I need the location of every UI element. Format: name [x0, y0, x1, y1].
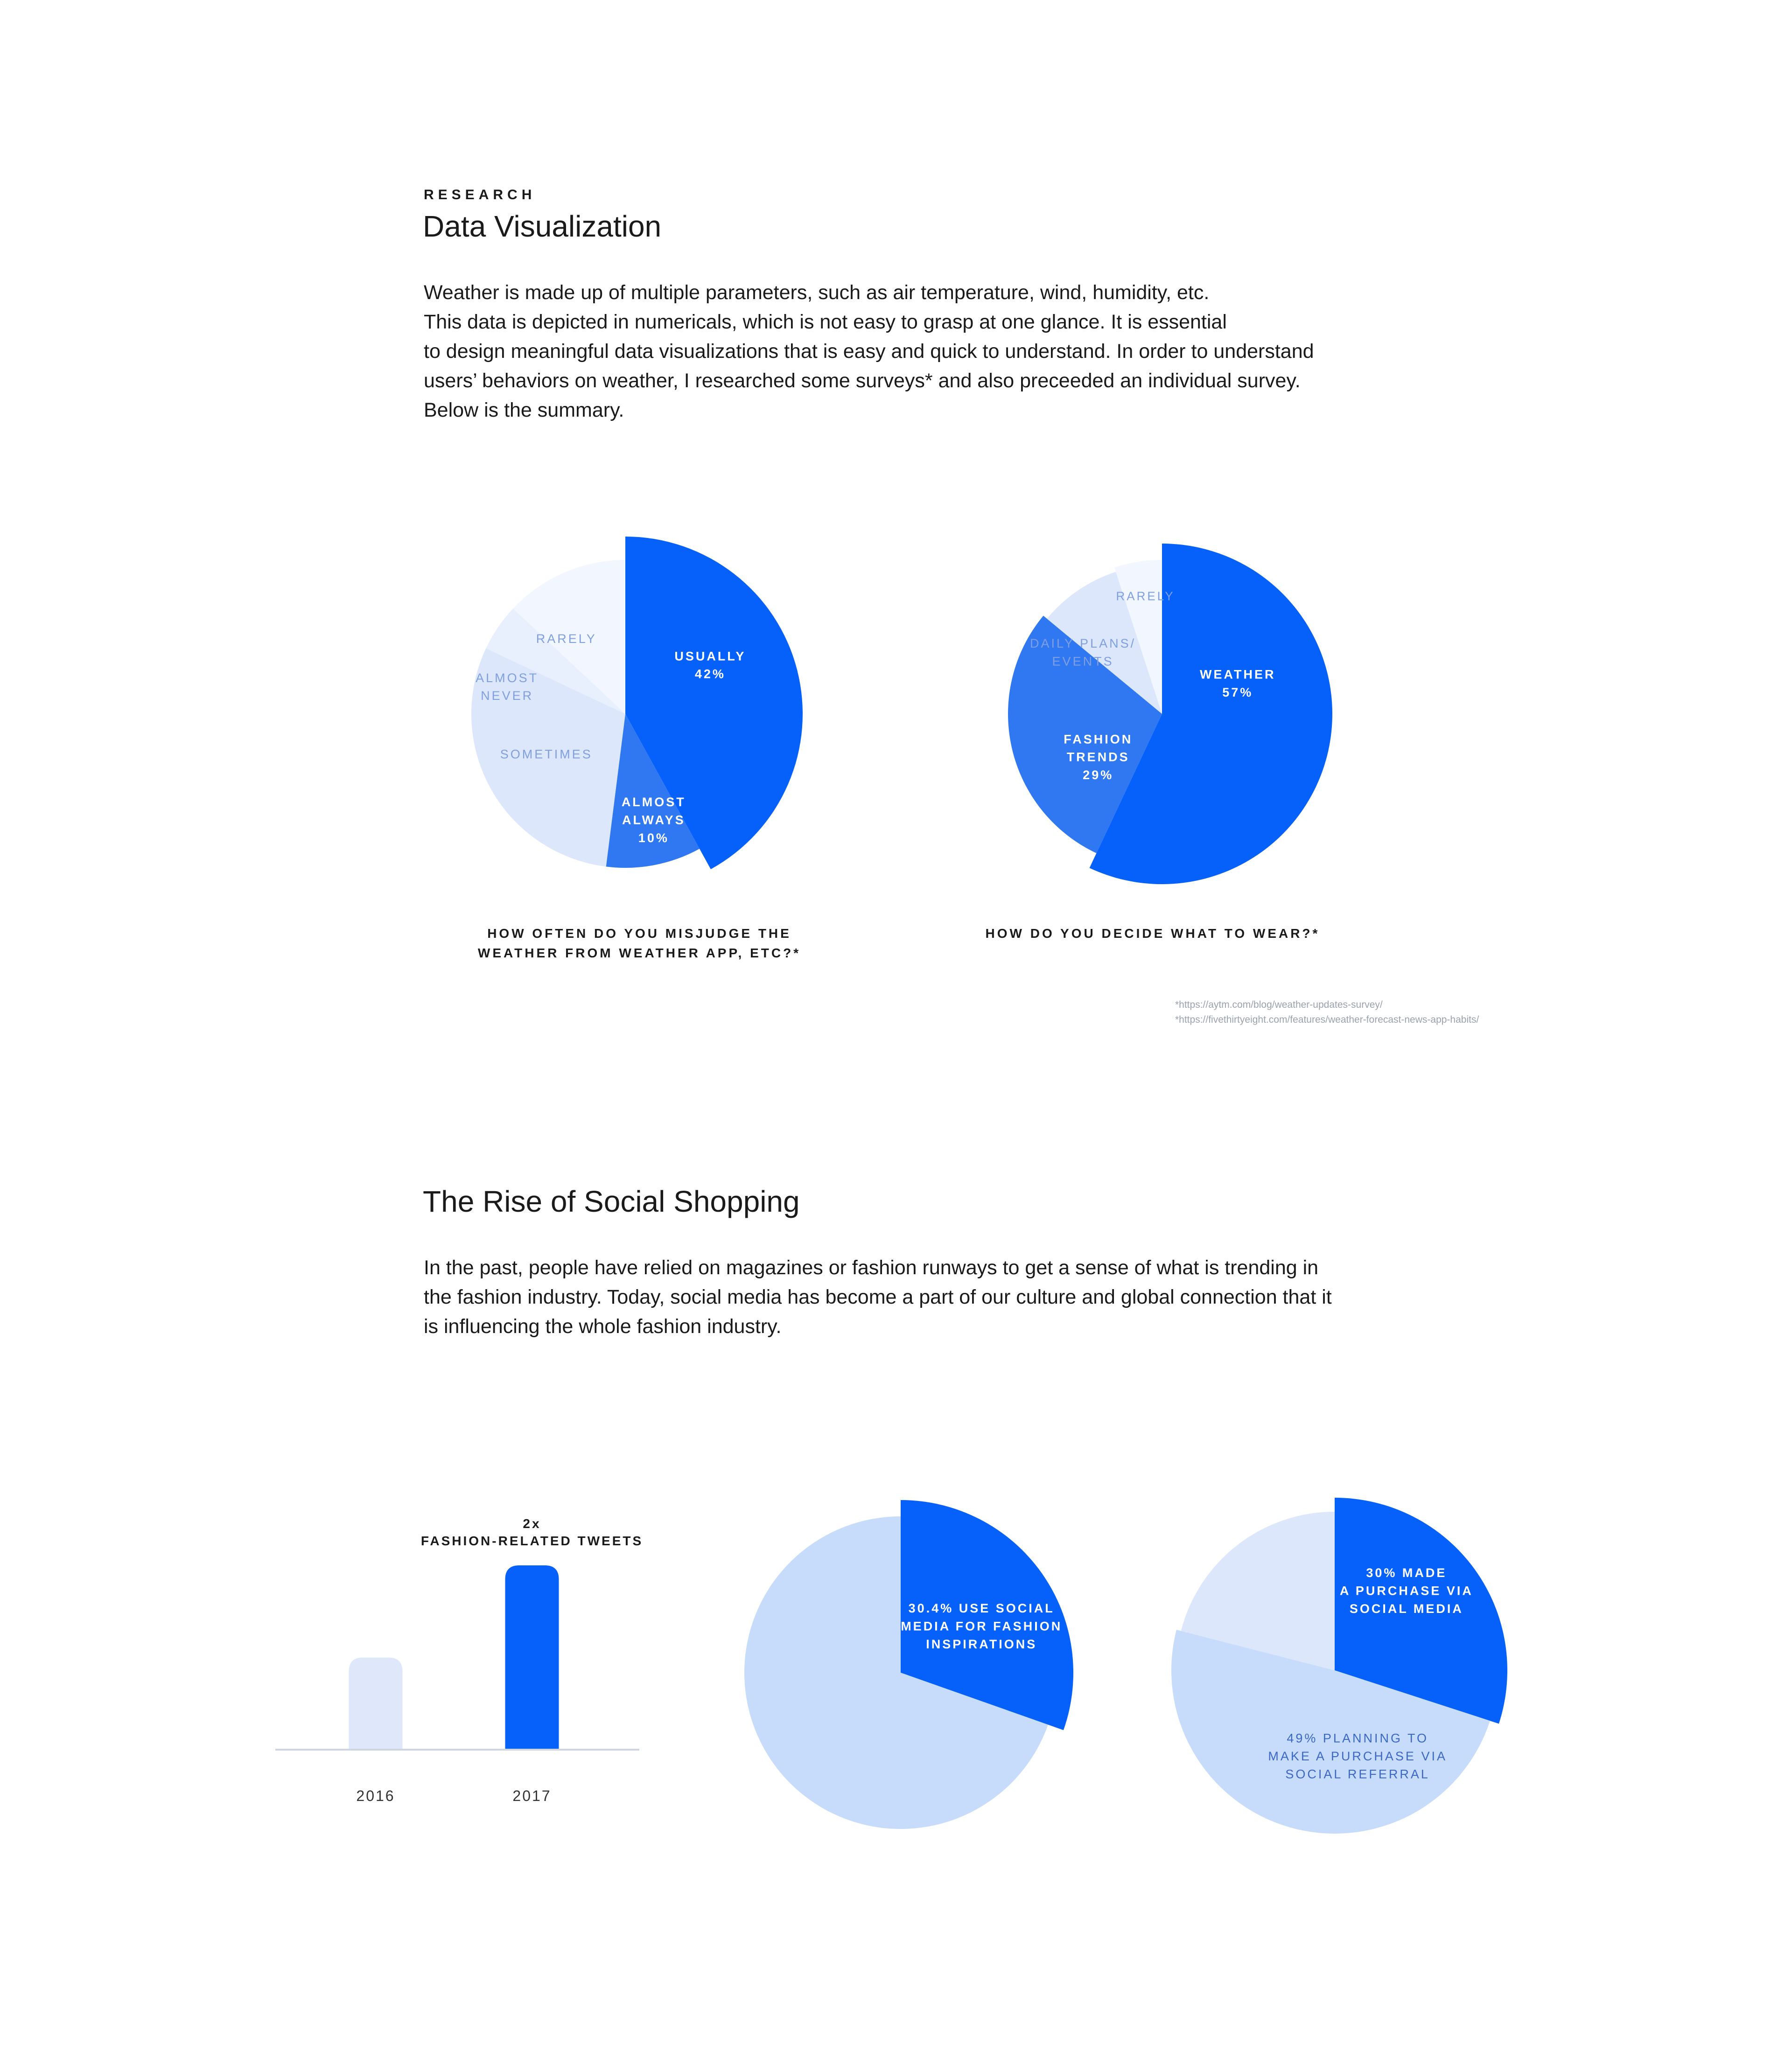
caption-line: WEATHER FROM WEATHER APP, ETC?* — [477, 946, 801, 960]
slice-label: 30% MADE — [1366, 1566, 1447, 1580]
slice-label: ALMOST — [476, 670, 539, 685]
pie-slices — [744, 1500, 1073, 1829]
footnotes — [1175, 998, 1479, 1027]
slice-label: FASHION — [1064, 732, 1133, 747]
slice-label: WEATHER — [1200, 667, 1276, 682]
slice-label: ALWAYS — [622, 813, 686, 827]
slice-label: 10% — [638, 831, 669, 845]
slice-label: DAILY PLANS/ — [1030, 636, 1136, 650]
intro-paragraph — [424, 278, 1427, 425]
caption-line: HOW DO YOU DECIDE WHAT TO WEAR?* — [985, 926, 1320, 941]
what-to-wear-pie-chart — [980, 523, 1353, 896]
slice-label: USUALLY — [674, 649, 746, 663]
slice-label: RARELY — [536, 631, 597, 646]
slice-label: SOMETIMES — [500, 747, 593, 761]
paragraph-line: Below is the summary. — [424, 399, 624, 421]
slice-label: SOCIAL REFERRAL — [1285, 1767, 1430, 1781]
paragraph-line: Weather is made up of multiple parameters, such as air temperature, wind, humidity, etc. — [424, 281, 1210, 304]
paragraph-line: to design meaningful data visualizations that is easy and quick to understand. In order to understand — [424, 340, 1314, 363]
slice-label: 30.4% USE SOCIAL — [908, 1601, 1055, 1616]
what-to-wear-caption — [961, 924, 1344, 943]
slice-label: MAKE A PURCHASE VIA — [1268, 1749, 1447, 1763]
caption-line: HOW OFTEN DO YOU MISJUDGE THE — [487, 926, 791, 941]
paragraph-line: the fashion industry. Today, social media has become a part of our culture and global connection that it — [424, 1286, 1332, 1308]
slice-label: INSPIRATIONS — [926, 1637, 1037, 1651]
slice-label: 29% — [1083, 768, 1114, 782]
bar-chart-subtitle: FASHION-RELATED TWEETS — [420, 1534, 644, 1548]
bar — [349, 1658, 403, 1750]
social-purchase-pie-chart — [1157, 1479, 1531, 1852]
slice-label: TRENDS — [1066, 750, 1130, 764]
footnote-link[interactable]: *https://fivethirtyeight.com/features/weather-forecast-news-app-habits/ — [1175, 1014, 1479, 1025]
slice-label: EVENTS — [1052, 654, 1114, 669]
pie-slices — [1008, 544, 1332, 884]
paragraph-line: In the past, people have relied on magazines or fashion runways to get a sense of what is trending in — [424, 1256, 1319, 1279]
bar-chart-title: 2x — [523, 1516, 541, 1531]
footnote-link[interactable]: *https://aytm.com/blog/weather-updates-survey/ — [1175, 999, 1383, 1010]
misjudge-weather-pie-chart — [457, 518, 821, 891]
slice-label: 49% PLANNING TO — [1287, 1731, 1428, 1745]
slice-label: ALMOST — [621, 795, 686, 810]
section-eyebrow: RESEARCH — [424, 187, 536, 202]
misjudge-weather-caption — [448, 924, 831, 963]
page-title: Data Visualization — [423, 209, 662, 243]
paragraph-line: users’ behaviors on weather, I researched some surveys* and also preceeded an individual survey. — [424, 370, 1301, 392]
slice-label: SOCIAL MEDIA — [1349, 1601, 1463, 1616]
slice-label: MEDIA FOR FASHION — [901, 1619, 1063, 1633]
paragraph-line: This data is depicted in numericals, which is not easy to grasp at one glance. It is essential — [424, 311, 1227, 333]
slice-label: RARELY — [1116, 589, 1175, 603]
fashion-tweets-bar-chart — [271, 1502, 644, 1829]
pie-slices — [1171, 1498, 1507, 1834]
slice-label: NEVER — [481, 689, 534, 703]
slice-label: 57% — [1222, 685, 1253, 700]
bars — [349, 1565, 559, 1804]
bar — [505, 1565, 559, 1750]
slice-label: A PURCHASE VIA — [1339, 1584, 1473, 1598]
bar-category-label: 2016 — [356, 1787, 395, 1804]
slice-label: 42% — [694, 667, 726, 681]
social-shopping-title: The Rise of Social Shopping — [423, 1185, 800, 1218]
social-shopping-paragraph — [424, 1253, 1427, 1341]
paragraph-line: is influencing the whole fashion industry. — [424, 1315, 782, 1338]
social-inspiration-pie-chart — [728, 1479, 1101, 1852]
bar-category-label: 2017 — [512, 1787, 552, 1804]
pie-slices — [471, 537, 803, 869]
